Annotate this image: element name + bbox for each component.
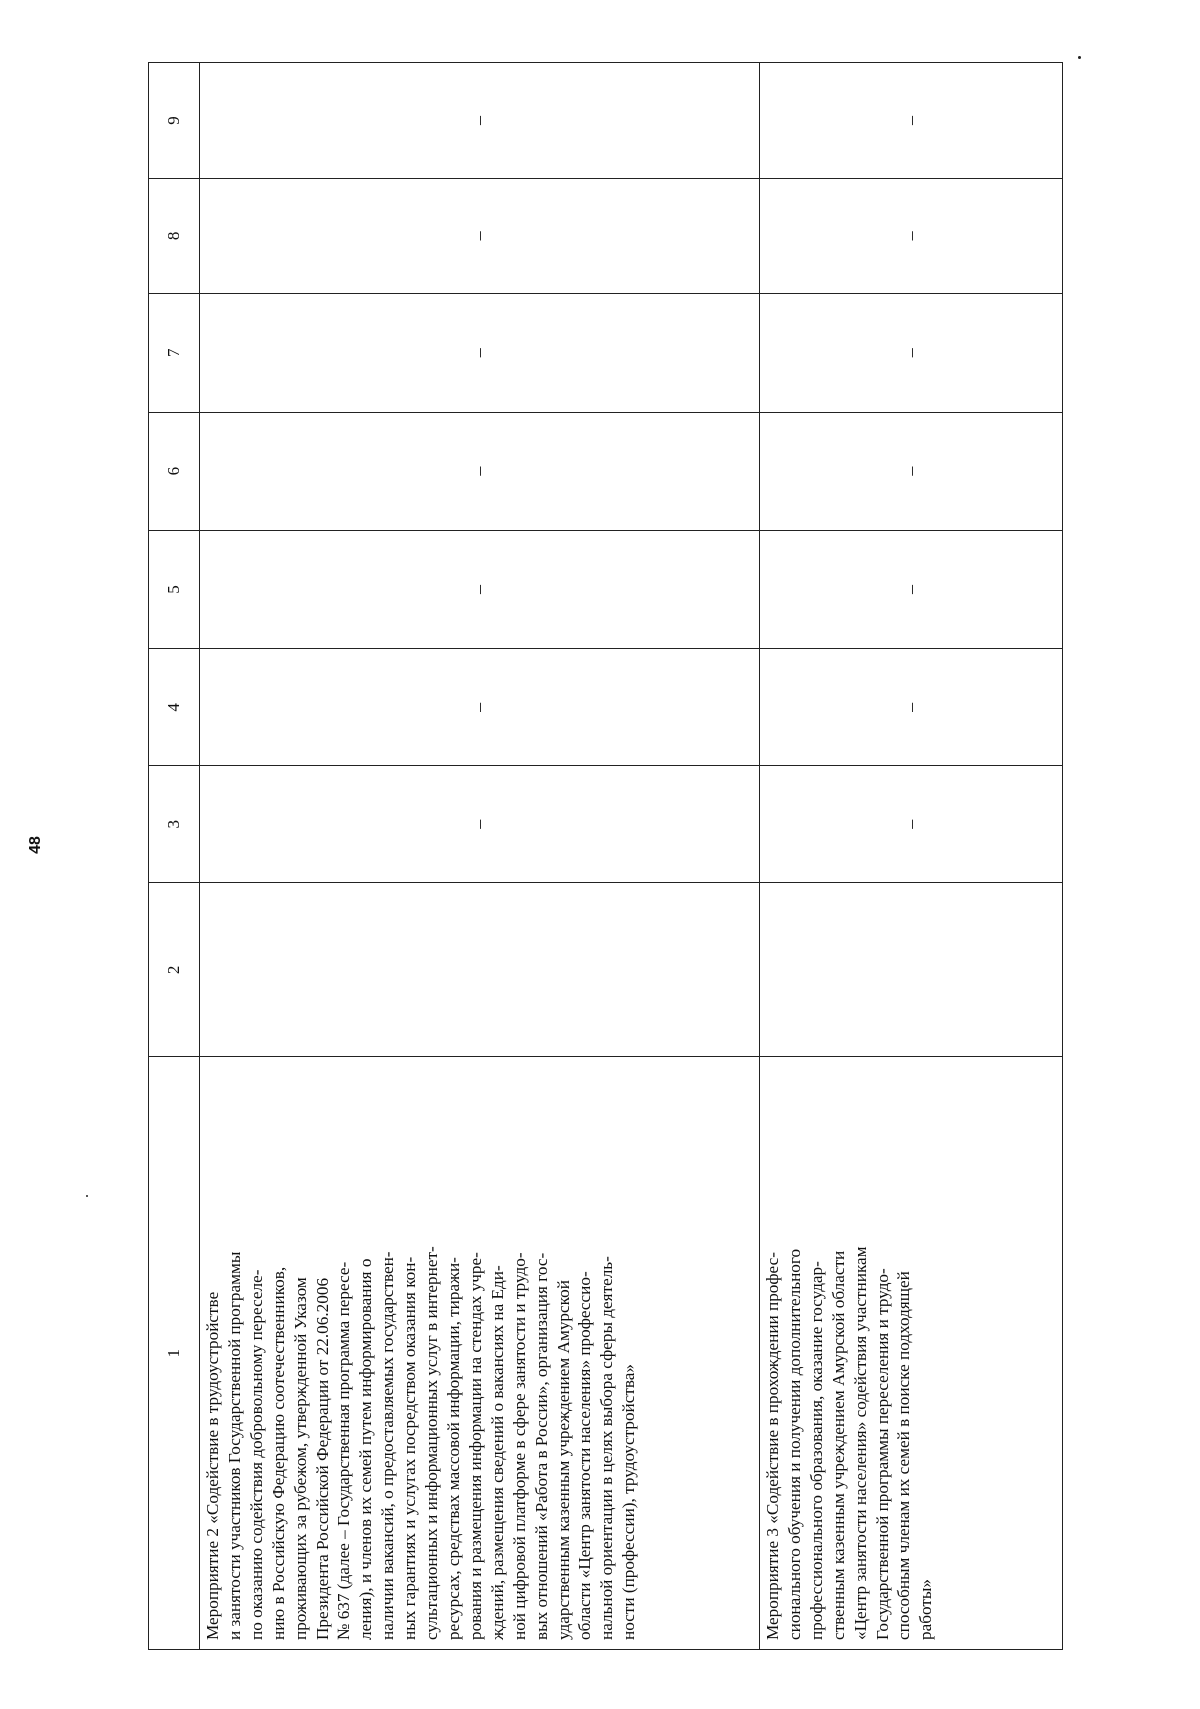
column-header-5: 5 <box>149 530 200 649</box>
measure-3-col-2 <box>760 883 1063 1057</box>
column-header-8: 8 <box>149 178 200 293</box>
measure-3-description: Мероприятие 3 «Содействие в прохождении профес- сионального обучения и получении дополнительного профессионального образования, оказание государ- ственным казенным учреждением Амурской области «Центр занятости населения» содействия участникам Государственной программы переселения и трудо- способным членам их семей в поиске подходящей работы» <box>760 1057 1063 1650</box>
measure-2-description: Мероприятие 2 «Содействие в трудоустройстве и занятости участников Государственной программы по оказанию содействия добровольному переселе- нию в Российскую Федерацию соотечественников, проживающих за рубежом, утвержденной Указом Президента Российской Федерации от 22.06.2006 № 637 (далее – Государственная программа пересе- ления), и членов их семей путем информирования о наличии вакансий, о предоставляемых государствен- ных гарантиях и услугах посредством оказания кон- сультационных и информационных услуг в интернет- ресурсах, средствах массовой информации, тиражи- рования и размещения информации на стендах учре- ждений, размещения сведений о вакансиях на Еди- ной цифровой платформе в сфере занятости и трудо- вых отношений «Работа в России», организация гос- ударственным казенным учреждением Амурской области «Центр занятости населения» профессио- нальной ориентации в целях выбора сферы деятель- ности (профессии), трудоустройства» <box>200 1057 760 1650</box>
measure-2-col-6: – <box>200 412 760 530</box>
column-header-2: 2 <box>149 883 200 1057</box>
measure-3-col-6: – <box>760 412 1063 530</box>
column-header-3: 3 <box>149 766 200 883</box>
measure-3-col-8: – <box>760 178 1063 293</box>
measure-2-col-4: – <box>200 649 760 766</box>
column-header-7: 7 <box>149 293 200 412</box>
column-header-9: 9 <box>149 63 200 179</box>
measure-3-col-3: – <box>760 766 1063 883</box>
table-row-measure-2 <box>200 63 760 1650</box>
measure-2-col-2 <box>200 883 760 1057</box>
column-header-6: 6 <box>149 412 200 530</box>
measure-3-col-4: – <box>760 649 1063 766</box>
measure-2-col-3: – <box>200 766 760 883</box>
measure-3-col-5: – <box>760 530 1063 649</box>
measure-2-col-9: – <box>200 63 760 179</box>
measure-3-col-9: – <box>760 63 1063 179</box>
measure-2-col-5: – <box>200 530 760 649</box>
column-number-row <box>149 63 200 1650</box>
column-header-1: 1 <box>149 1057 200 1650</box>
scan-speck <box>86 1195 88 1197</box>
measure-2-col-7: – <box>200 293 760 412</box>
measure-2-col-8: – <box>200 178 760 293</box>
page-number: 48 <box>27 836 44 854</box>
column-header-4: 4 <box>149 649 200 766</box>
measures-table <box>148 62 1063 1650</box>
scan-speck <box>1078 56 1081 59</box>
table-row-measure-3 <box>760 63 1063 1650</box>
measure-3-col-7: – <box>760 293 1063 412</box>
